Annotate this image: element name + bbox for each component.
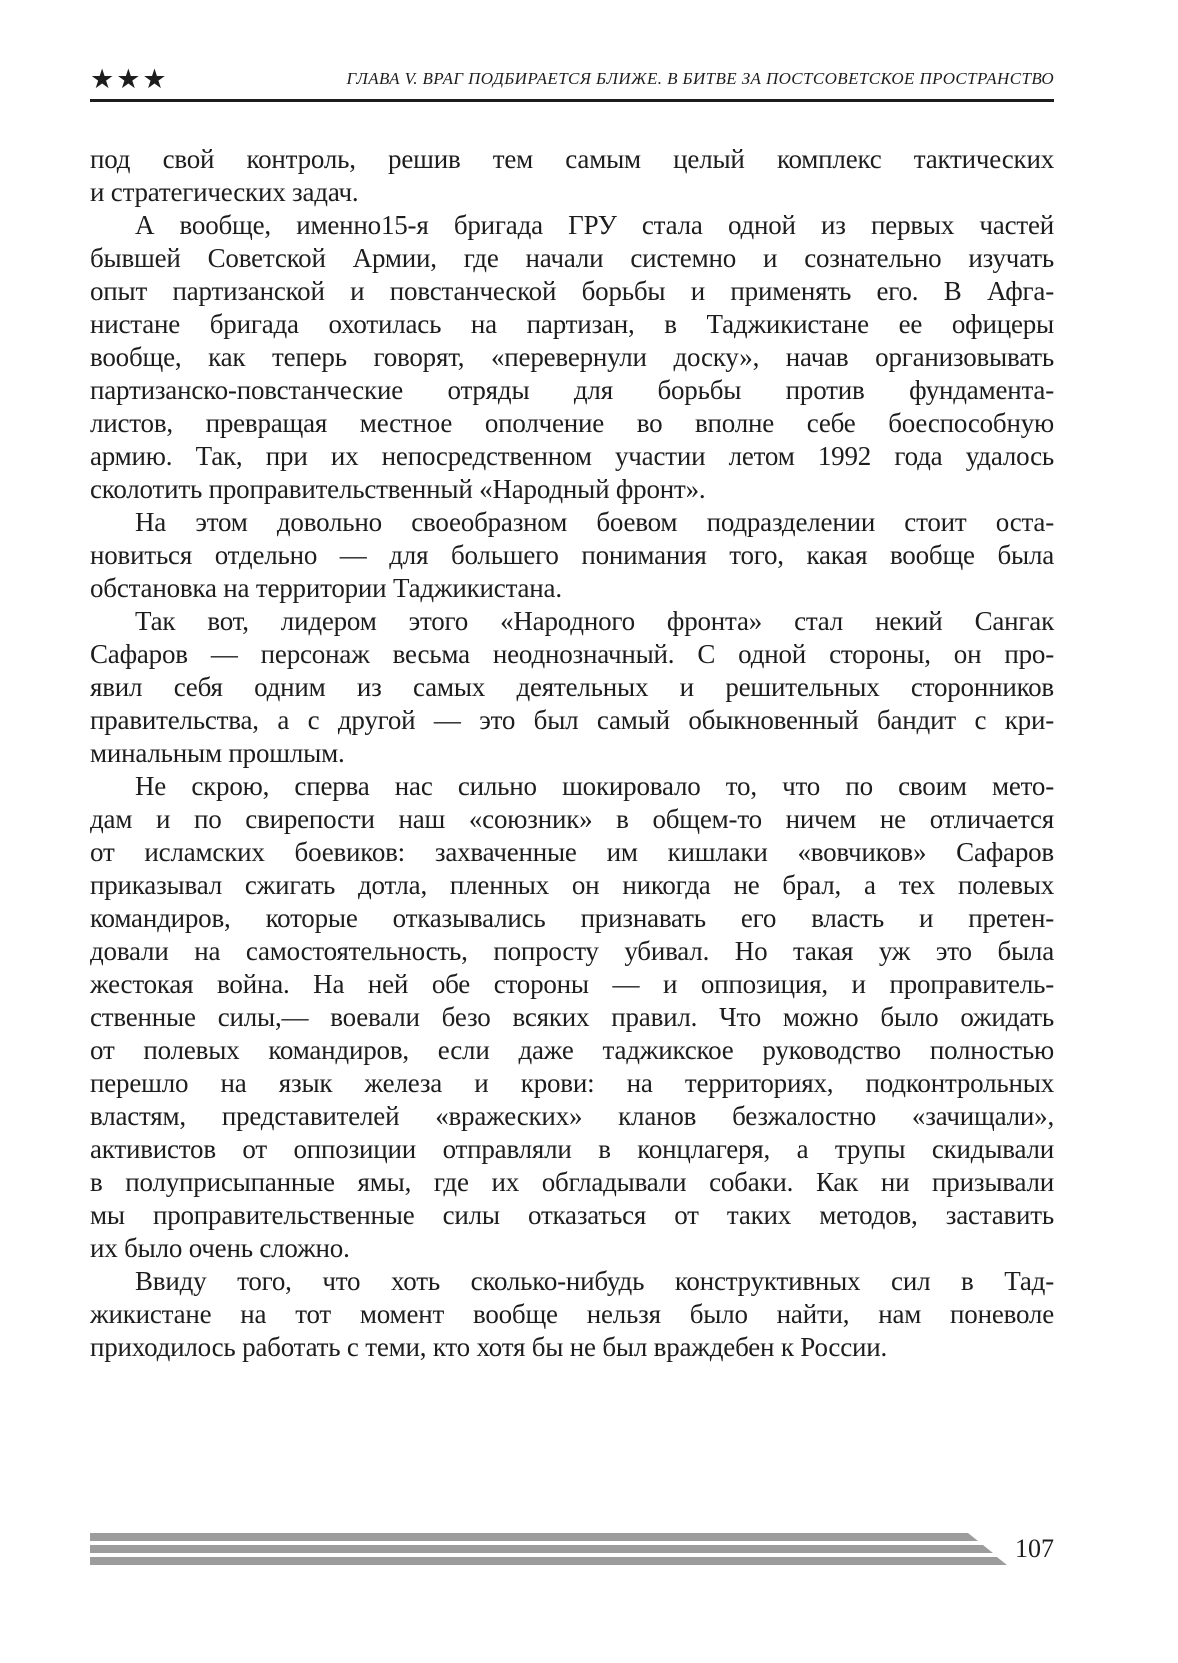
- text-line: минальным прошлым.: [90, 738, 345, 768]
- footer-bar: [90, 1533, 978, 1541]
- footer-bar: [90, 1545, 993, 1553]
- footer-bar: [90, 1557, 1007, 1565]
- text-line: партизанско-повстанческие отряды для борьбы против фундамента-: [90, 375, 1054, 405]
- text-line: в полуприсыпанные ямы, где их обгладывали собаки. Как ни призывали: [90, 1167, 1054, 1197]
- text-line: приказывал сжигать дотла, пленных он никогда не брал, а тех полевых: [90, 870, 1054, 900]
- text-line: бывшей Советской Армии, где начали системно и сознательно изучать: [90, 243, 1054, 273]
- text-line: активистов от оппозиции отправляли в концлагеря, а трупы скидывали: [90, 1134, 1054, 1164]
- text-line: листов, превращая местное ополчение во вполне себе боеспособную: [90, 408, 1054, 438]
- text-line: их было очень сложно.: [90, 1233, 350, 1263]
- page-number: 107: [1015, 1534, 1054, 1563]
- text-line: сколотить проправительственный «Народный фронт».: [90, 474, 706, 504]
- text-line: мы проправительственные силы отказаться от таких методов, заставить: [90, 1200, 1054, 1230]
- footer-decoration-bars: [90, 1533, 1007, 1569]
- text-line: Ввиду того, что хоть сколько-нибудь конструктивных сил в Тад-: [135, 1266, 1054, 1296]
- text-line: ственные силы,— воевали безо всяких правил. Что можно было ожидать: [90, 1002, 1054, 1032]
- text-line: приходилось работать с теми, кто хотя бы не был враждебен к России.: [90, 1332, 888, 1362]
- text-line: Сафаров — персонаж весьма неоднозначный. С одной стороны, он про-: [90, 639, 1054, 669]
- text-line: обстановка на территории Таджикистана.: [90, 573, 562, 603]
- body-text: [90, 143, 1054, 1364]
- text-line: армию. Так, при их непосредственном участии летом 1992 года удалось: [90, 441, 1054, 471]
- text-line: дам и по свирепости наш «союзник» в общем-то ничем не отличается: [90, 804, 1054, 834]
- chapter-stars-icon: ★★★: [90, 63, 169, 94]
- text-line: вообще, как теперь говорят, «перевернули доску», начав организовывать: [90, 342, 1054, 372]
- text-line: нистане бригада охотилась на партизан, в Таджикистане ее офицеры: [90, 309, 1054, 339]
- text-line: от полевых командиров, если даже таджикское руководство полностью: [90, 1035, 1054, 1065]
- text-line: На этом довольно своеобразном боевом подразделении стоит оста-: [135, 507, 1054, 537]
- text-line: явил себя одним из самых деятельных и решительных сторонников: [90, 672, 1054, 702]
- text-line: от исламских боевиков: захваченные им кишлаки «вовчиков» Сафаров: [90, 837, 1054, 867]
- text-line: и стратегических задач.: [90, 177, 359, 207]
- text-line: властям, представителей «вражеских» кланов безжалостно «зачищали»,: [90, 1101, 1054, 1131]
- text-line: командиров, которые отказывались признавать его власть и претен-: [90, 903, 1054, 933]
- text-line: А вообще, именно15-я бригада ГРУ стала одной из первых частей: [135, 210, 1054, 240]
- text-line: жестокая война. На ней обе стороны — и оппозиция, и проправитель-: [90, 969, 1054, 999]
- page-header: [90, 62, 1054, 96]
- text-line: довали на самостоятельность, попросту убивал. Но такая уж это была: [90, 936, 1054, 966]
- text-line: жикистане на тот момент вообще нельзя было найти, нам поневоле: [90, 1299, 1054, 1329]
- text-line: опыт партизанской и повстанческой борьбы и применять его. В Афга-: [90, 276, 1054, 306]
- text-line: Не скрою, сперва нас сильно шокировало то, что по своим мето-: [135, 771, 1054, 801]
- text-line: правительства, а с другой — это был самый обыкновенный бандит с кри-: [90, 705, 1054, 735]
- text-line: новиться отдельно — для большего понимания того, какая вообще была: [90, 540, 1054, 570]
- text-line: перешло на язык железа и крови: на территориях, подконтрольных: [90, 1068, 1054, 1098]
- running-head-title: ГЛАВА V. ВРАГ ПОДБИРАЕТСЯ БЛИЖЕ. В БИТВЕ ЗА ПОСТСОВЕТСКОЕ ПРОСТРАНСТВО: [346, 69, 1054, 88]
- header-rule: [90, 99, 1054, 102]
- text-line: Так вот, лидером этого «Народного фронта» стал некий Сангак: [135, 606, 1054, 636]
- text-line: под свой контроль, решив тем самым целый комплекс тактических: [90, 144, 1054, 174]
